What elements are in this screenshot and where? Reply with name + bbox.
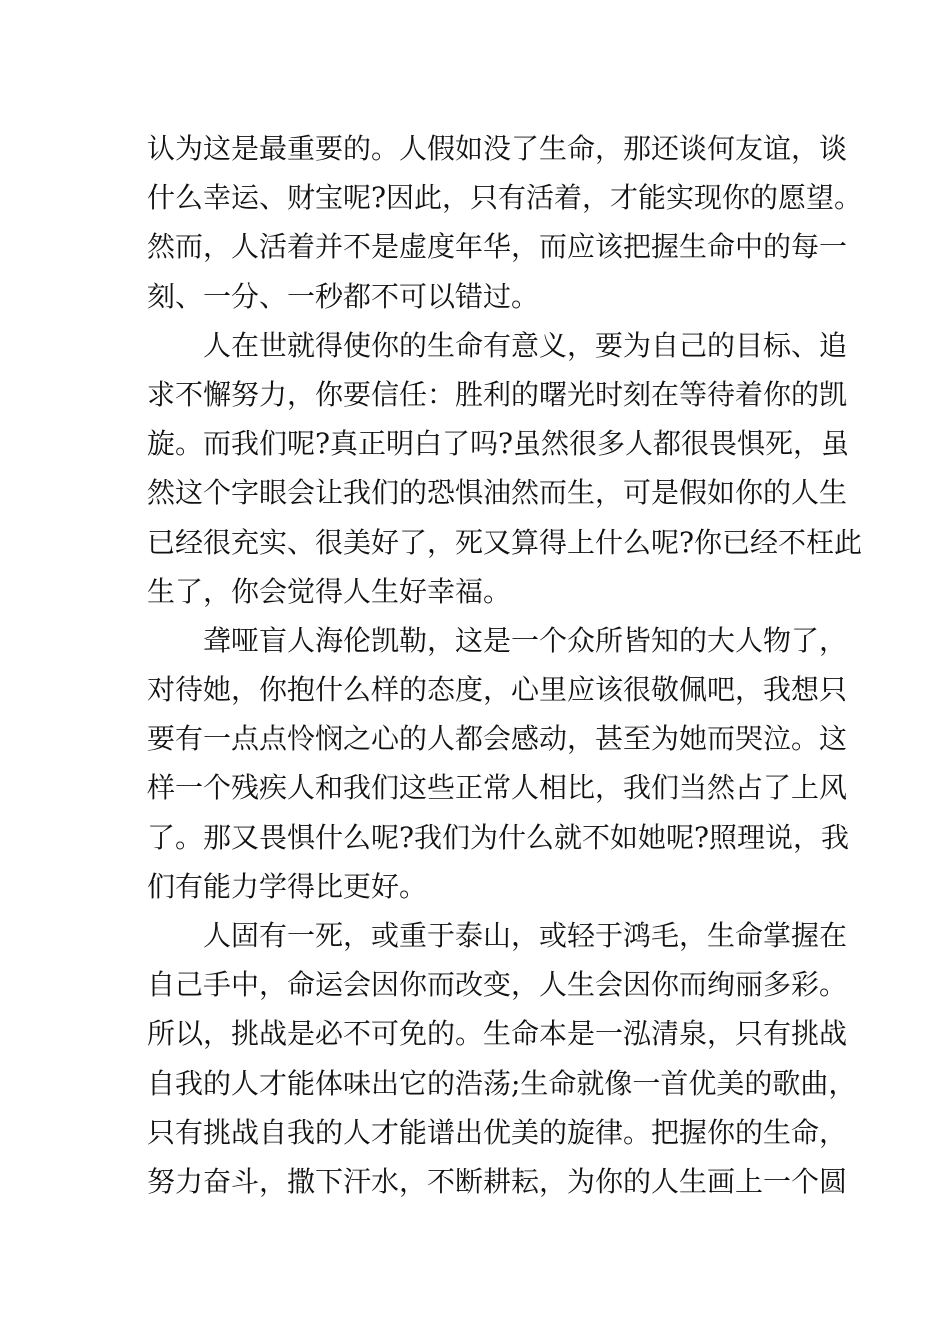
text-line: 生了，你会觉得人生好幸福。 bbox=[147, 574, 512, 608]
text-line: 然而，人活着并不是虚度年华，而应该把握生命中的每一 bbox=[147, 230, 848, 264]
text-line: 样一个残疾人和我们这些正常人相比，我们当然占了上风 bbox=[147, 771, 848, 805]
paragraph-3 bbox=[147, 616, 850, 911]
text-line: 对待她，你抱什么样的态度，心里应该很敬佩吧，我想只 bbox=[147, 673, 848, 707]
text-line: 人固有一死，或重于泰山，或轻于鸿毛，生命掌握在 bbox=[203, 919, 848, 952]
text-line: 自己手中，命运会因你而改变，人生会因你而绚丽多彩。 bbox=[147, 968, 848, 1002]
text-line: 然这个字眼会让我们的恐惧油然而生，可是假如你的人生 bbox=[147, 476, 848, 510]
document-body bbox=[147, 124, 863, 1206]
text-line: 聋哑盲人海伦凯勒，这是一个众所皆知的大人物了， bbox=[203, 623, 848, 657]
text-line: 已经很充实、很美好了，死又算得上什么呢?你已经不枉此 bbox=[147, 525, 863, 559]
text-line: 们有能力学得比更好。 bbox=[147, 869, 428, 903]
text-line: 什么幸运、财宝呢?因此，只有活着，才能实现你的愿望。 bbox=[147, 181, 863, 215]
text-line: 求不懈努力，你要信任：胜利的曙光时刻在等待着你的凯 bbox=[147, 377, 848, 411]
text-line: 认为这是最重要的。人假如没了生命，那还谈何友谊，谈 bbox=[147, 132, 848, 165]
paragraph-2 bbox=[147, 321, 863, 616]
text-line: 只有挑战自我的人才能谱出优美的旋律。把握你的生命， bbox=[147, 1115, 848, 1149]
text-line: 了。那又畏惧什么呢?我们为什么就不如她呢?照理说，我 bbox=[147, 820, 850, 854]
text-line: 所以，挑战是必不可免的。生命本是一泓清泉，只有挑战 bbox=[147, 1017, 848, 1051]
text-line: 旋。而我们呢?真正明白了吗?虽然很多人都很畏惧死，虽 bbox=[147, 427, 850, 461]
text-line: 要有一点点怜悯之心的人都会感动，甚至为她而哭泣。这 bbox=[147, 722, 848, 756]
text-line: 努力奋斗，撒下汗水，不断耕耘，为你的人生画上一个圆 bbox=[147, 1164, 848, 1198]
text-line: 人在世就得使你的生命有意义，要为自己的目标、追 bbox=[203, 328, 848, 362]
paragraph-1 bbox=[147, 124, 863, 321]
text-line: 自我的人才能体味出它的浩荡;生命就像一首优美的歌曲， bbox=[147, 1066, 857, 1100]
text-line: 刻、一分、一秒都不可以错过。 bbox=[147, 279, 540, 313]
paragraph-4 bbox=[147, 911, 857, 1206]
